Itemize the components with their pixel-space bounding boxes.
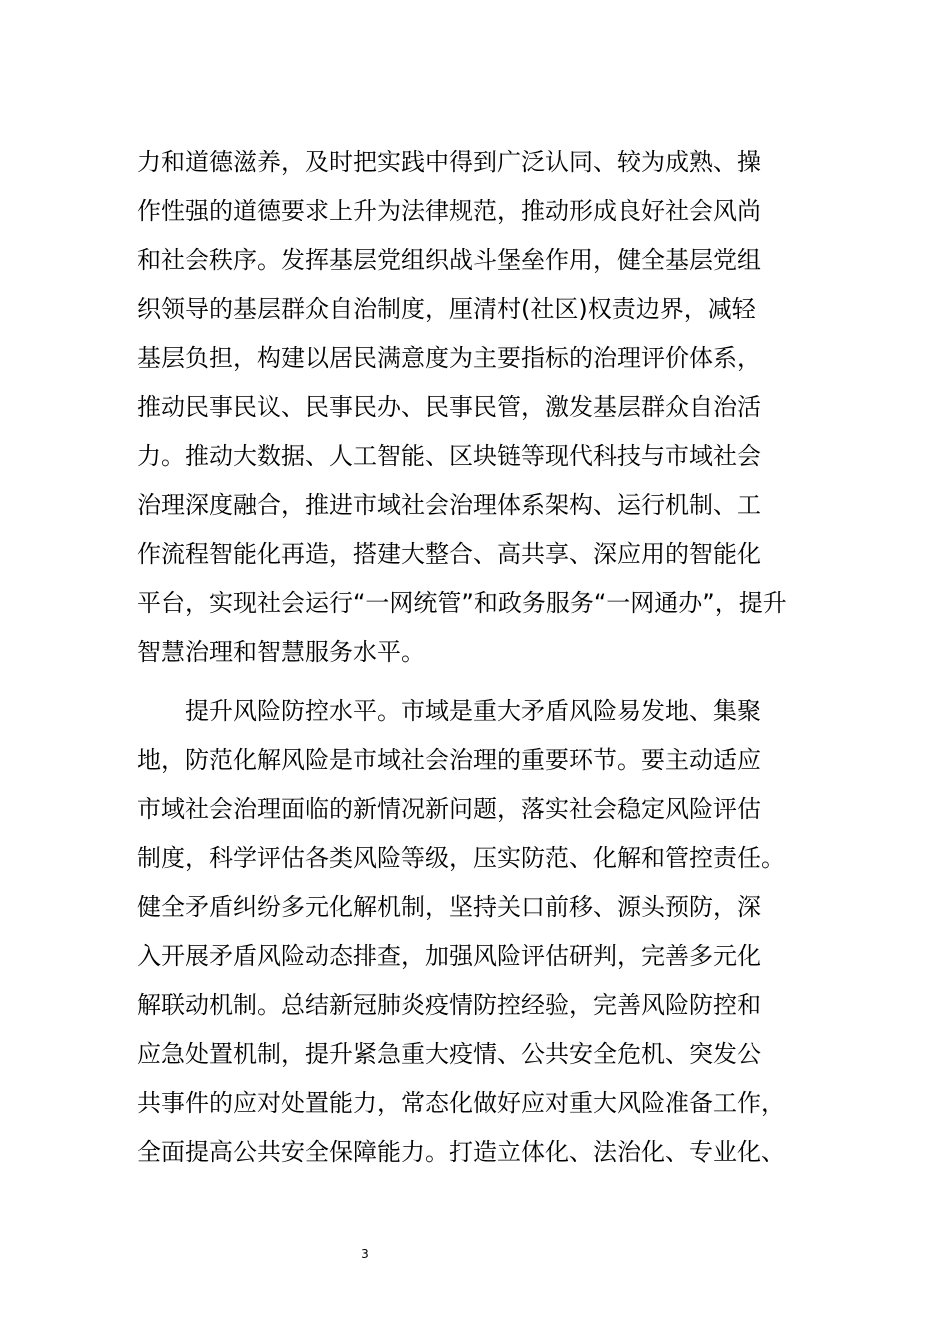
text-line: 提升风险防控水平。市域是重大矛盾风险易发地、集聚 — [185, 697, 761, 725]
text-line: 共事件的应对处置能力，常态化做好应对重大风险准备工作， — [137, 1089, 785, 1117]
page-number: 3 — [361, 1247, 369, 1261]
text-line: 地，防范化解风险是市域社会治理的重要环节。要主动适应 — [137, 746, 761, 774]
text-line: 推动民事民议、民事民办、民事民管，激发基层群众自治活 — [137, 393, 761, 421]
text-line: 作性强的道德要求上升为法律规范，推动形成良好社会风尚 — [137, 197, 761, 225]
text-line: 治理深度融合，推进市域社会治理体系架构、运行机制、工 — [137, 491, 761, 519]
text-line: 制度，科学评估各类风险等级，压实防范、化解和管控责任。 — [137, 844, 785, 872]
text-line: 健全矛盾纠纷多元化解机制，坚持关口前移、源头预防，深 — [137, 893, 761, 921]
text-line: 力和道德滋养，及时把实践中得到广泛认同、较为成熟、操 — [137, 148, 761, 176]
text-line: 全面提高公共安全保障能力。打造立体化、法治化、专业化、 — [137, 1138, 785, 1166]
text-line: 入开展矛盾风险动态排查，加强风险评估研判，完善多元化 — [137, 942, 761, 970]
text-line: 智慧治理和智慧服务水平。 — [137, 638, 425, 666]
text-line: 市域社会治理面临的新情况新问题，落实社会稳定风险评估 — [137, 795, 761, 823]
text-line: 基层负担，构建以居民满意度为主要指标的治理评价体系， — [137, 344, 761, 372]
text-line: 应急处置机制，提升紧急重大疫情、公共安全危机、突发公 — [137, 1040, 761, 1068]
text-line: 力。推动大数据、人工智能、区块链等现代科技与市域社会 — [137, 442, 761, 470]
text-line: 平台，实现社会运行“一网统管”和政务服务“一网通办”，提升 — [137, 589, 787, 617]
text-line: 作流程智能化再造，搭建大整合、高共享、深应用的智能化 — [137, 540, 761, 568]
text-line: 和社会秩序。发挥基层党组织战斗堡垒作用，健全基层党组 — [137, 246, 761, 274]
text-line: 织领导的基层群众自治制度，厘清村(社区)权责边界，减轻 — [137, 295, 756, 323]
text-line: 解联动机制。总结新冠肺炎疫情防控经验，完善风险防控和 — [137, 991, 761, 1019]
